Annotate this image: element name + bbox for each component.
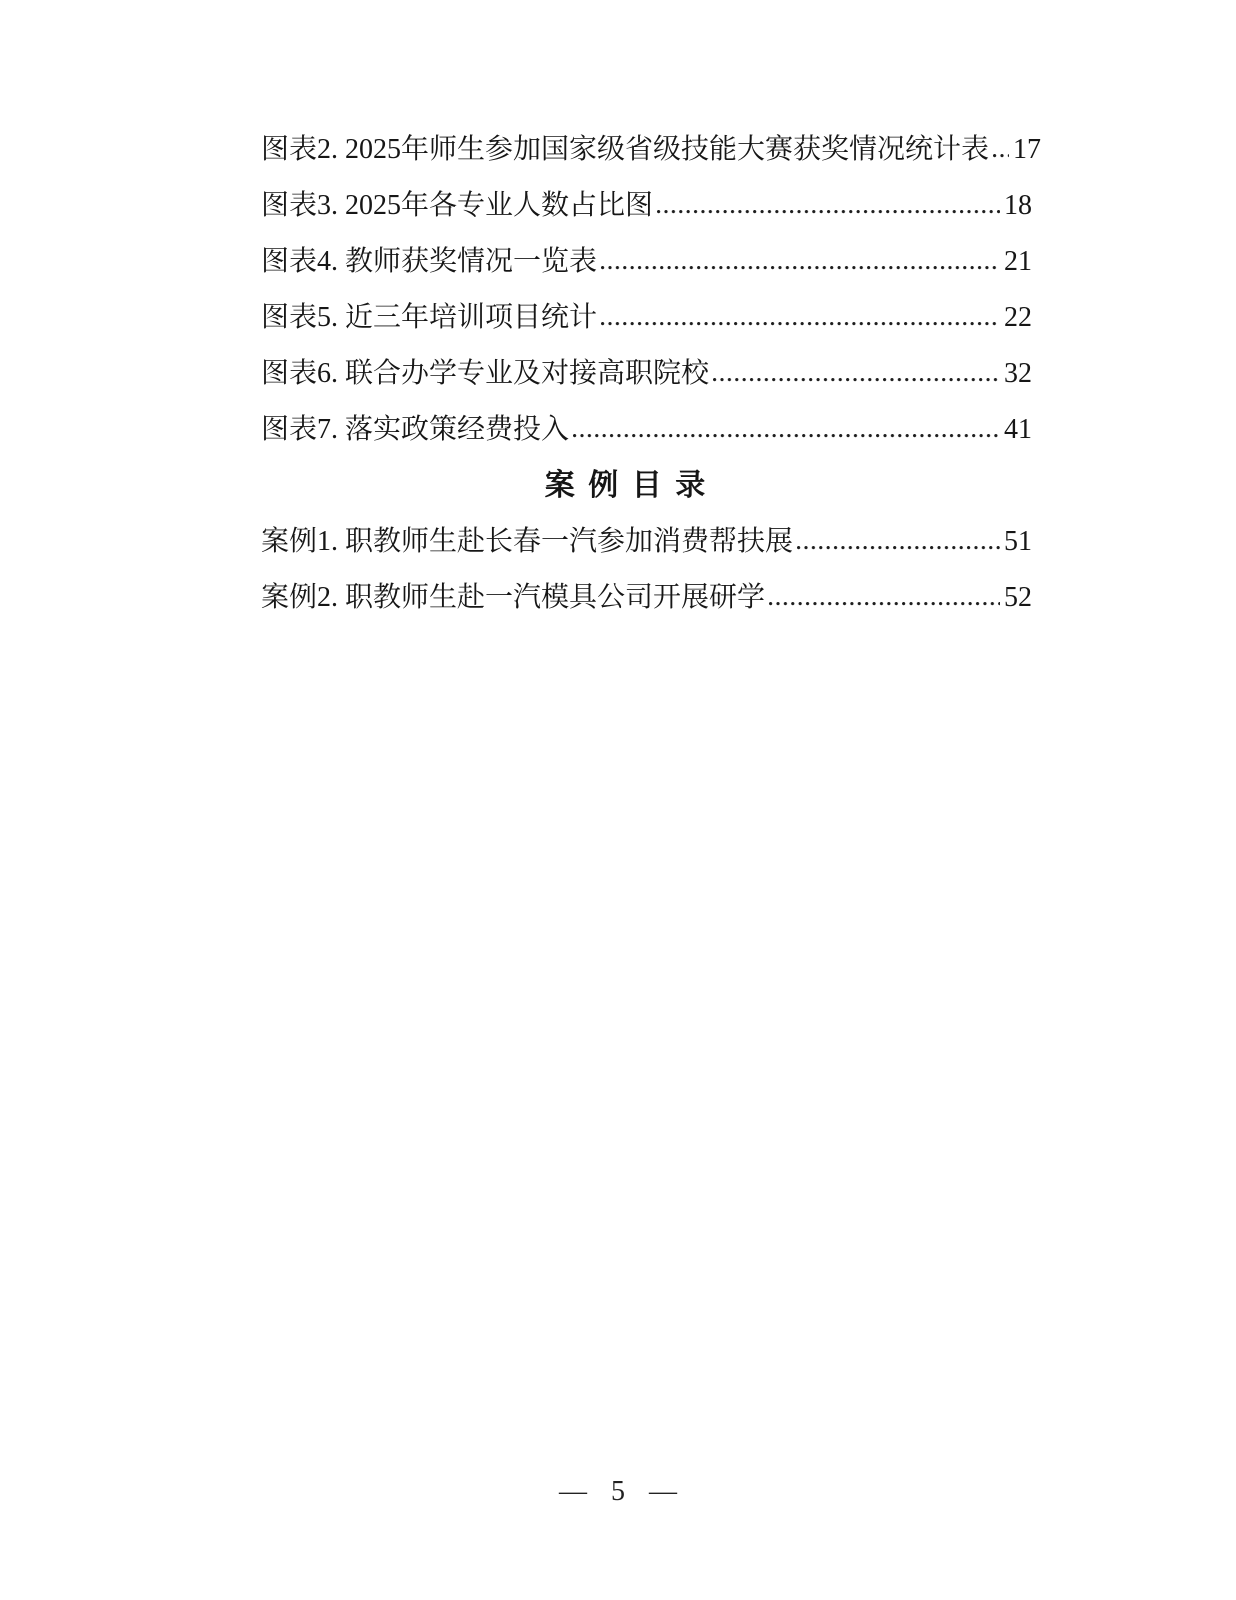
toc-entry-label: 图表5. 近三年培训项目统计: [261, 302, 598, 333]
figures-toc-list: [261, 122, 1042, 458]
dot-leader: [601, 322, 1000, 326]
toc-entry-label: 案例1. 职教师生赴长春一汽参加消费帮扶展: [261, 526, 794, 557]
toc-entry: [261, 290, 1032, 346]
dot-leader: [601, 266, 1000, 270]
toc-entry: [261, 402, 1032, 458]
table-of-contents: [261, 122, 1042, 626]
toc-entry-label: 图表6. 联合办学专业及对接高职院校: [261, 358, 710, 389]
dot-leader: [993, 154, 1009, 158]
toc-entry-label: 图表4. 教师获奖情况一览表: [261, 246, 598, 277]
toc-entry-page: 41: [1004, 414, 1032, 445]
toc-entry: [261, 234, 1032, 290]
toc-entry: [261, 346, 1032, 402]
dot-leader: [573, 434, 1000, 438]
toc-entry-page: 17: [1013, 134, 1042, 165]
footer-left-dash: —: [559, 1476, 587, 1507]
toc-entry-page: 18: [1004, 190, 1032, 221]
dot-leader: [797, 546, 1000, 550]
toc-entry-label: 图表2. 2025年师生参加国家级省级技能大赛获奖情况统计表: [261, 134, 990, 165]
toc-entry-label: 案例2. 职教师生赴一汽模具公司开展研学: [261, 582, 766, 613]
toc-entry: [261, 514, 1032, 570]
toc-entry-page: 51: [1004, 526, 1032, 557]
toc-entry-page: 22: [1004, 302, 1032, 333]
dot-leader: [769, 602, 1000, 606]
footer-right-dash: —: [649, 1476, 677, 1507]
cases-toc-heading: 案 例 目 录: [544, 469, 709, 502]
toc-entry: [261, 570, 1032, 626]
dot-leader: [713, 378, 1000, 382]
toc-entry: [261, 122, 1042, 178]
footer-page-number: 5: [611, 1476, 625, 1507]
toc-entry-label: 图表7. 落实政策经费投入: [261, 414, 570, 445]
toc-entry-label: 图表3. 2025年各专业人数占比图: [261, 190, 654, 221]
cases-toc-list: [261, 514, 1032, 626]
toc-entry-page: 21: [1004, 246, 1032, 277]
page-footer: [0, 1476, 1236, 1508]
toc-entry-page: 52: [1004, 582, 1032, 613]
dot-leader: [657, 210, 1000, 214]
toc-entry: [261, 178, 1032, 234]
toc-entry-page: 32: [1004, 358, 1032, 389]
